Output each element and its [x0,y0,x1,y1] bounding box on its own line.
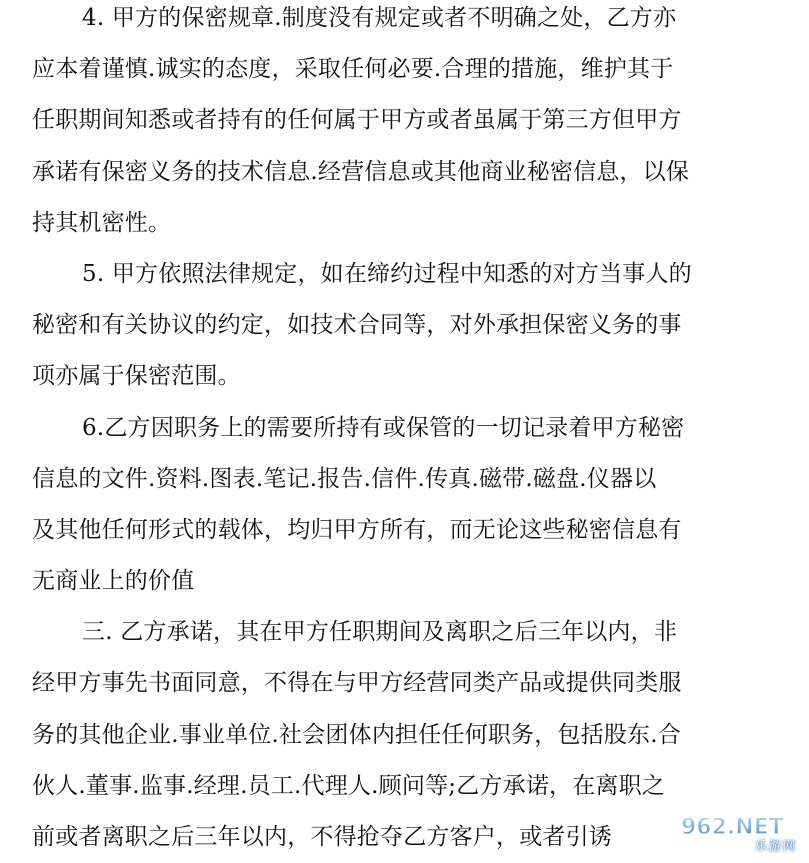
text-line-9: 6.乙方因职务上的需要所持有或保管的一切记录着甲方秘密 [82,414,685,441]
text-line-16: 伙人.董事.监事.经理.员工.代理人.顾问等;乙方承诺，在离职之 [32,772,666,799]
text-line-12: 无商业上的价值 [32,568,195,595]
text-line-4: 承诺有保密义务的技术信息.经营信息或其他商业秘密信息，以保 [32,158,690,185]
text-line-1: 4. 甲方的保密规章.制度没有规定或者不明确之处，乙方亦 [82,5,677,31]
text-line-10: 信息的文件.资料.图表.笔记.报告.信件.传真.磁带.磁盘.仪器以 [32,465,657,492]
text-line-15: 务的其他企业.事业单位.社会团体内担任任何职务，包括股东.合 [32,721,681,748]
text-line-7: 秘密和有关协议的约定，如技术合同等，对外承担保密义务的事 [32,312,682,339]
watermark-logo-text: 962.NET [681,815,784,840]
text-line-17: 前或者离职之后三年以内，不得抢夺乙方客户，或者引诱 [32,824,612,850]
text-line-8: 项亦属于保密范围。 [32,363,241,390]
text-line-5: 持其机密性。 [32,209,172,236]
text-line-6: 5. 甲方依照法律规定，如在缔约过程中知悉的对方当事人的 [82,260,692,287]
watermark-subtext: 乐游网 [754,839,797,853]
text-line-3: 任职期间知悉或者持有的任何属于甲方或者虽属于第三方但甲方 [32,107,682,134]
text-line-14: 经甲方事先书面同意，不得在与甲方经营同类产品或提供同类服 [32,670,682,697]
site-watermark-logo [675,804,803,856]
text-line-11: 及其他任何形式的载体，均归甲方所有，而无论这些秘密信息有 [32,516,682,543]
text-line-2: 应本着谨慎.诚实的态度，采取任何必要.合理的措施，维护其于 [32,56,674,83]
text-line-13: 三. 乙方承诺，其在甲方任职期间及离职之后三年以内，非 [82,619,678,646]
